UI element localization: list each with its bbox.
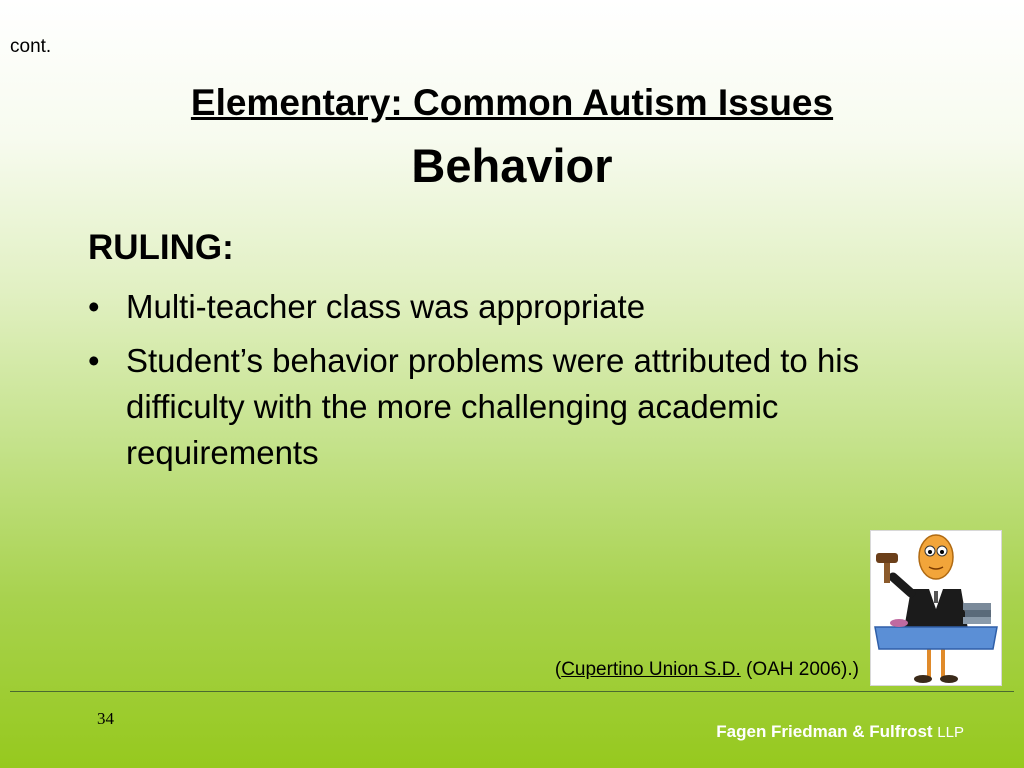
slide-subtitle: Behavior (411, 139, 613, 192)
firm-name-text: Fagen Friedman & Fulfrost (716, 722, 933, 741)
continued-label: cont. (10, 36, 52, 57)
slide-title: Elementary: Common Autism Issues (190, 82, 834, 123)
page-number: 34 (97, 709, 114, 728)
citation-rest: (OAH 2006).) (740, 659, 859, 680)
firm-name (716, 722, 964, 742)
bullet-item (88, 338, 888, 476)
bullet-text: Student’s behavior problems were attributed to his difficulty with the more challenging academic requirements (126, 342, 860, 471)
firm-suffix: LLP (937, 724, 964, 741)
citation-case-link[interactable]: Cupertino Union S.D. (561, 659, 741, 680)
footer-divider (10, 691, 1014, 692)
bullet-list (88, 284, 888, 484)
bullet-text: Multi-teacher class was appropriate (126, 288, 646, 325)
ruling-heading: RULING: (88, 228, 234, 267)
citation-open: ( (554, 659, 562, 680)
bullet-item (88, 284, 888, 330)
judge-gavel-clipart-icon (870, 530, 1002, 686)
bullet-marker: • (88, 342, 100, 379)
case-citation (555, 659, 859, 681)
bullet-marker: • (88, 288, 100, 325)
